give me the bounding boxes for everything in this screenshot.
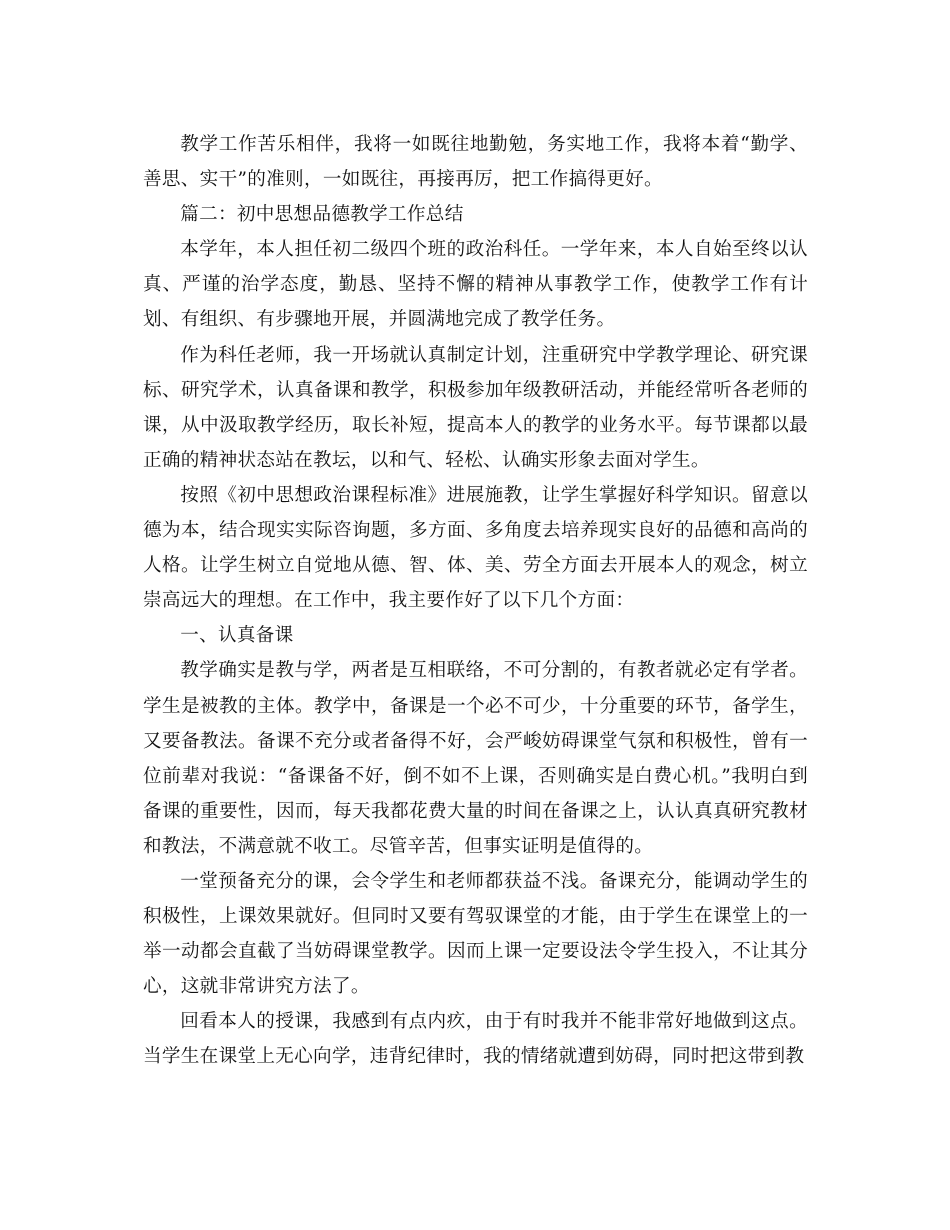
paragraph-closing-remarks: 教学工作苦乐相伴，我将一如既往地勤勉，务实地工作，我将本着“勤学、善思、实干”的准则，一如既往，再接再厉，把工作搞得更好。 [143,134,808,191]
section-heading-part-two: 篇二：初中思想品德教学工作总结 [180,204,464,226]
document-body [143,127,808,1075]
paragraph-reflection: 回看本人的授课，我感到有点内疚，由于有时我并不能非常好地做到这点。当学生在课堂上无心向学，违背纪律时，我的情绪就遭到妨碍，同时把这带到教 [143,1011,808,1068]
subheading-lesson-prep: 一、认真备课 [180,625,294,647]
paragraph-intro: 本学年，本人担任初二级四个班的政治科任。一学年来，本人自始至终以认真、严谨的治学态度，勤恳、坚持不懈的精神从事教学工作，使教学工作有计划、有组织、有步骤地开展，并圆满地完成了教学任务。 [143,239,808,331]
paragraph-lesson-prep: 教学确实是教与学，两者是互相联络，不可分割的，有教者就必定有学者。学生是被教的主体。教学中，备课是一个必不可少，十分重要的环节，备学生，又要备教法。备课不充分或者备得不好，会严峻妨碍课堂气氛和积极性，曾有一位前辈对我说：“备课备不好，倒不如不上课，否则确实是白费心机。”我明白到备课的重要性，因而，每天我都花费大量的时间在备课之上，认认真真研究教材和教法，不满意就不收工。尽管辛苦，但事实证明是值得的。 [143,660,808,857]
paragraph-prepared-class: 一堂预备充分的课，会令学生和老师都获益不浅。备课充分，能调动学生的积极性，上课效果就好。但同时又要有驾驭课堂的才能，由于学生在课堂上的一举一动都会直截了当妨碍课堂教学。因而上课一定要设法令学生投入，不让其分心，这就非常讲究方法了。 [143,870,808,998]
paragraph-curriculum: 按照《初中思想政治课程标准》进展施教，让学生掌握好科学知识。留意以德为本，结合现实实际咨询题，多方面、多角度去培养现实良好的品德和高尚的人格。让学生树立自觉地从德、智、体、美、劳全方面去开展本人的观念，树立崇高远大的理想。在工作中，我主要作好了以下几个方面： [143,484,808,612]
paragraph-planning: 作为科任老师，我一开场就认真制定计划，注重研究中学教学理论、研究课标、研究学术，认真备课和教学，积极参加年级教研活动，并能经常听各老师的课，从中汲取教学经历，取长补短，提高本人的教学的业务水平。每节课都以最正确的精神状态站在教坛，以和气、轻松、认确实形象去面对学生。 [143,344,808,471]
